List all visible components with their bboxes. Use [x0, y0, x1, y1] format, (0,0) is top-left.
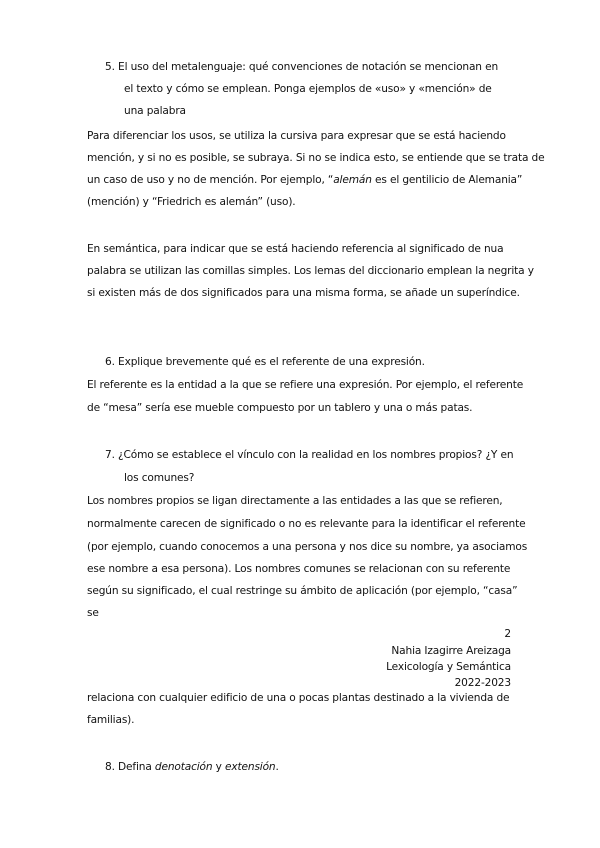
answer-7-line-4: ese nombre a esa persona). Los nombres comunes se relacionan con su referente	[87, 563, 511, 575]
answer-5-line-1: Para diferenciar los usos, se utiliza la cursiva para expresar que se está haciendo	[87, 130, 506, 142]
academic-year: 2022-2023	[454, 677, 511, 689]
answer-5-line-4: (mención) y “Friedrich es alemán” (uso).	[87, 196, 296, 208]
answer-5b-line-1: En semántica, para indicar que se está haciendo referencia al significado de nua	[87, 243, 504, 255]
question-5-line-2: el texto y cómo se emplean. Ponga ejemplos de «uso» y «mención» de	[124, 83, 492, 95]
question-5-line-3: una palabra	[124, 105, 186, 117]
answer-5b-line-2: palabra se utilizan las comillas simples. Los lemas del diccionario emplean la negrita y	[87, 265, 534, 277]
question-6-line-1: 6. Explique brevemente qué es el referente de una expresión.	[105, 356, 425, 368]
question-7-line-2: los comunes?	[124, 472, 195, 484]
answer-7-line-2: normalmente carecen de significado o no es relevante para la identificar el referente	[87, 518, 526, 530]
italic-term-aleman: alemán	[333, 174, 372, 186]
answer-6-line-1: El referente es la entidad a la que se refiere una expresión. Por ejemplo, el referente	[87, 379, 524, 391]
answer-7-line-5: según su significado, el cual restringe su ámbito de aplicación (por ejemplo, “casa”	[87, 585, 518, 597]
italic-term-denotacion: denotación	[154, 761, 213, 773]
italic-term-extension: extensión	[225, 761, 276, 773]
answer-7-line-6: se	[87, 607, 99, 619]
author-name: Nahia Izagirre Areizaga	[391, 645, 511, 657]
question-7-line-1: 7. ¿Cómo se establece el vínculo con la realidad en los nombres propios? ¿Y en	[105, 449, 514, 461]
answer-7-line-7: relaciona con cualquier edificio de una o pocas plantas destinado a la vivienda de	[87, 692, 510, 704]
answer-7-line-3: (por ejemplo, cuando conocemos a una persona y nos dice su nombre, ya asociamos	[87, 541, 528, 553]
question-5-line-1: 5. El uso del metalenguaje: qué convenciones de notación se mencionan en	[105, 61, 499, 73]
page-number: 2	[504, 628, 511, 640]
answer-7-line-1: Los nombres propios se ligan directamente a las entidades a las que se refieren,	[87, 495, 503, 507]
answer-5b-line-3: si existen más de dos significados para una misma forma, se añade un superíndice.	[87, 287, 520, 299]
answer-5-line-3: un caso de uso y no de mención. Por ejemplo, “alemán es el gentilicio de Alemania”	[87, 174, 523, 186]
answer-7-line-8: familias).	[87, 714, 135, 726]
course-name: Lexicología y Semántica	[386, 661, 511, 673]
question-8-line-1: 8. Defina denotación y extensión.	[105, 761, 279, 773]
answer-6-line-2: de “mesa” sería ese mueble compuesto por un tablero y una o más patas.	[87, 402, 473, 414]
answer-5-line-2: mención, y si no es posible, se subraya. Si no se indica esto, se entiende que se trata de	[87, 152, 545, 164]
